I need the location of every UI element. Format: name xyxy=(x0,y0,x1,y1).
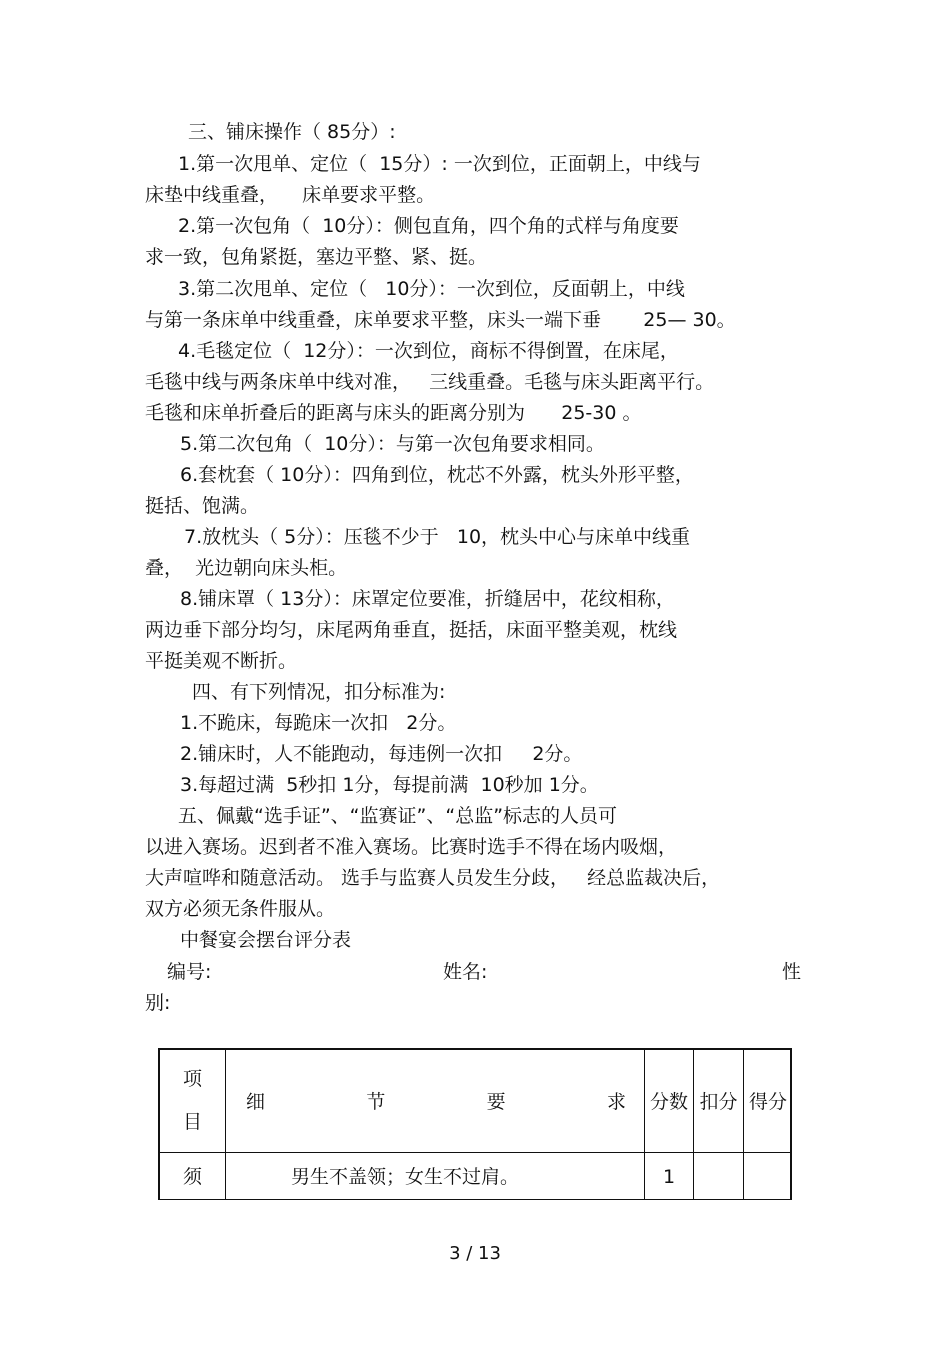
table-divider xyxy=(160,1152,790,1153)
header-score: 分数 xyxy=(649,1091,688,1113)
text-line: 毛毯中线与两条床单中线对准， 三线重叠。毛毯与床头距离平行。 xyxy=(145,371,715,393)
text-line: 1.不跪床，每跪床一次扣 2分。 xyxy=(180,712,457,734)
text-line: 大声喧哗和随意活动。 选手与监赛人员发生分歧， 经总监裁决后， xyxy=(145,867,721,889)
section-4-heading: 四、有下列情况，扣分标准为: xyxy=(192,681,446,703)
text-line: 挺括、饱满。 xyxy=(145,495,260,517)
gender-label: 性 xyxy=(782,961,802,983)
page-number: 3 / 13 xyxy=(449,1243,501,1264)
text-line: 3.每超过满 5秒扣 1分，每提前满 10秒加 1分。 xyxy=(180,774,599,796)
text-line: 双方必须无条件服从。 xyxy=(145,898,336,920)
text-line: 毛毯和床单折叠后的距离与床头的距离分别为 25-30 。 xyxy=(145,402,642,424)
header-detail xyxy=(246,1090,626,1114)
text-line: 以进入赛场。迟到者不准入赛场。比赛时选手不得在场内吸烟， xyxy=(145,836,678,858)
text-line: 6.套枕套（ 10分）：四角到位，枕芯不外露，枕头外形平整， xyxy=(180,464,694,486)
text-line: 两边垂下部分均匀，床尾两角垂直，挺括，床面平整美观，枕线 xyxy=(145,619,678,641)
scoring-table xyxy=(158,1048,792,1200)
text-line: 求一致，包角紧挺，塞边平整、紧、挺。 xyxy=(145,246,488,268)
gender-label-continued: 别: xyxy=(145,992,171,1014)
number-label: 编号: xyxy=(167,961,212,983)
text-line: 2.第一次包角（ 10分）：侧包直角，四个角的式样与角度要 xyxy=(178,215,679,237)
text-line: 叠， 光边朝向床头柜。 xyxy=(145,557,348,579)
text-line: 5.第二次包角（ 10分）：与第一次包角要求相同。 xyxy=(180,433,605,455)
text-line: 1.第一次甩单、定位（ 15分）: 一次到位，正面朝上，中线与 xyxy=(178,153,701,175)
row-score: 1 xyxy=(662,1166,676,1188)
header-item xyxy=(160,1058,225,1144)
table-title: 中餐宴会摆台评分表 xyxy=(180,929,352,951)
table-divider xyxy=(225,1050,226,1199)
text-line: 2.铺床时，人不能跑动，每违例一次扣 2分。 xyxy=(180,743,583,765)
header-detail-char: 求 xyxy=(606,1091,626,1113)
header-detail-char: 节 xyxy=(366,1091,386,1113)
header-detail-char: 要 xyxy=(486,1091,506,1113)
row-item: 须 xyxy=(182,1166,202,1188)
table-divider xyxy=(743,1050,744,1199)
table-divider xyxy=(693,1050,694,1199)
section-5-heading: 五、佩戴“选手证”、“监赛证”、“总监”标志的人员可 xyxy=(178,805,618,827)
text-line: 8.铺床罩（ 13分）：床罩定位要准，折缝居中，花纹相称， xyxy=(180,588,675,610)
header-deduct: 扣分 xyxy=(699,1091,738,1113)
name-label: 姓名: xyxy=(443,961,488,983)
text-line: 平挺美观不断折。 xyxy=(145,650,298,672)
text-line: 3.第二次甩单、定位（ 10分）：一次到位，反面朝上，中线 xyxy=(178,278,685,300)
row-detail: 男生不盖领；女生不过肩。 xyxy=(291,1166,520,1188)
text-line: 与第一条床单中线重叠，床单要求平整，床头一端下垂 25— 30。 xyxy=(145,309,736,331)
header-item-char-2: 目 xyxy=(182,1111,202,1133)
text-line: 床垫中线重叠， 床单要求平整。 xyxy=(145,184,436,206)
text-line: 4.毛毯定位（ 12分）：一次到位，商标不得倒置，在床尾， xyxy=(178,340,679,362)
header-detail-char: 细 xyxy=(246,1091,266,1113)
text-line: 7.放枕头（ 5分）：压毯不少于 10，枕头中心与床单中线重 xyxy=(184,526,691,548)
header-item-char-1: 项 xyxy=(182,1068,202,1090)
header-got: 得分 xyxy=(748,1091,787,1113)
section-3-heading: 三、铺床操作（ 85分）: xyxy=(188,121,396,143)
